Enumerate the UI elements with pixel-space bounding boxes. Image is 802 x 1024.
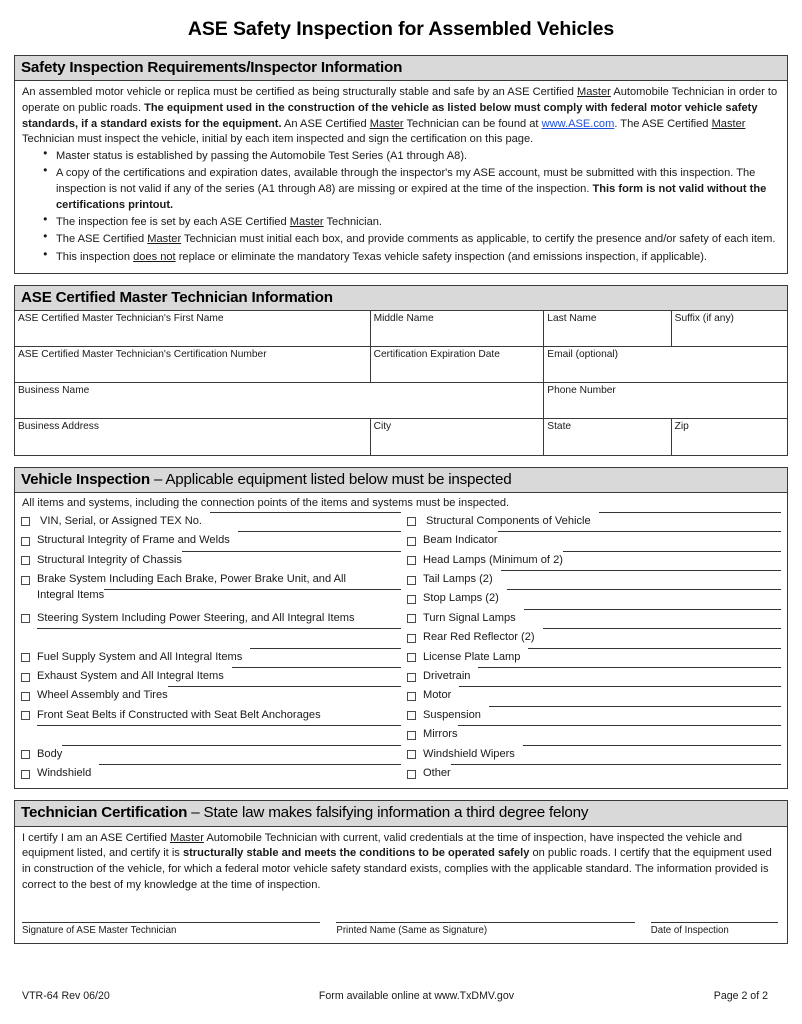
checkbox-row-fuel-supply[interactable] [21, 648, 401, 667]
bullet-text-post: Technician. [323, 216, 383, 229]
comment-line[interactable] [489, 706, 781, 707]
intro-text-6: Technician must inspect the vehicle, initial by each item inspected and sign the certification on this page. [22, 133, 534, 146]
checkbox-row-windshield-wipers[interactable] [407, 745, 781, 764]
certification-paragraph [22, 831, 780, 894]
table-row [15, 311, 787, 347]
cert-text-1: I certify I am an ASE Certified [22, 831, 170, 844]
comment-line[interactable] [501, 570, 781, 571]
checkbox-label: Windshield [37, 767, 92, 780]
field-phone-number[interactable] [544, 383, 787, 419]
checkbox-label: VIN, Serial, or Assigned TEX No. [40, 514, 202, 527]
checkbox-icon[interactable] [21, 770, 30, 779]
bullet-underline: Master [289, 216, 324, 229]
checkbox-label: Body [37, 747, 63, 760]
checkbox-icon[interactable] [407, 731, 416, 740]
page-title: ASE Safety Inspection for Assembled Vehicles [187, 18, 615, 40]
intro-bold-1: The equipment used in the construction of the vehicle as listed below must comply with federal motor vehicle safety standards, if a standard exists for the equipment. [22, 101, 758, 130]
checkbox-row-mirrors[interactable] [407, 725, 781, 744]
checkbox-label: Wheel Assembly and Tires [37, 689, 168, 702]
field-zip[interactable] [671, 419, 787, 455]
comment-line[interactable] [451, 764, 781, 765]
field-label: Email (optional) [547, 349, 619, 361]
checkbox-row-motor[interactable] [407, 686, 781, 705]
checkbox-label: Motor [423, 689, 452, 702]
checkbox-row-suspension[interactable] [407, 706, 781, 725]
intro-text-3: An ASE Certified [281, 117, 370, 130]
field-first-name[interactable] [15, 311, 370, 347]
list-item [44, 149, 780, 165]
checkbox-icon[interactable] [407, 576, 416, 585]
checkbox-icon[interactable] [407, 750, 416, 759]
field-label: Business Name [18, 385, 90, 397]
list-item [44, 215, 780, 231]
checkbox-label: Suspension [423, 708, 481, 721]
comment-line[interactable] [459, 686, 781, 687]
requirements-section [14, 55, 788, 274]
cert-master: Master [169, 831, 204, 844]
checkbox-label: Structural Integrity of Chassis [37, 553, 182, 566]
checkbox-row-wheel-assembly[interactable] [21, 686, 401, 705]
field-label: Last Name [547, 312, 597, 324]
comment-line[interactable] [168, 686, 401, 687]
checkbox-row-rear-red-reflector[interactable] [407, 628, 781, 647]
checkbox-icon[interactable] [407, 770, 416, 779]
list-item [44, 166, 780, 213]
checkbox-label: Stop Lamps (2) [423, 592, 499, 605]
intro-master-1: Master [576, 86, 611, 99]
checkbox-row-drivetrain[interactable] [407, 667, 781, 686]
field-label: City [373, 421, 392, 433]
field-certification-number[interactable] [15, 347, 370, 383]
vehicle-inspection-section [14, 467, 788, 790]
checkbox-row-front-seat-belts-line[interactable] [21, 725, 401, 744]
comment-line[interactable] [543, 628, 781, 629]
checkbox-label: Head Lamps (Minimum of 2) [423, 553, 563, 566]
checkbox-row-steering-system[interactable] [21, 609, 401, 628]
comment-line[interactable] [524, 609, 781, 610]
inspection-right-column [401, 512, 781, 784]
signature-row [22, 922, 780, 940]
comment-line[interactable] [62, 745, 401, 746]
checkbox-row-license-plate-lamp[interactable] [407, 648, 781, 667]
checkbox-icon[interactable] [407, 614, 416, 623]
checkbox-label: Exhaust System and All Integral Items [37, 670, 224, 683]
checkbox-row-stop-lamps[interactable] [407, 589, 781, 608]
field-email[interactable] [544, 347, 787, 383]
intro-text-4: Technician can be found at [403, 117, 542, 130]
checkbox-icon[interactable] [21, 711, 30, 720]
checkbox-label: Structural Components of Vehicle [426, 514, 591, 527]
field-label: Suffix (if any) [674, 312, 734, 324]
checkbox-row-body[interactable] [21, 745, 401, 764]
signature-field[interactable] [22, 922, 320, 938]
checkbox-icon[interactable] [21, 692, 30, 701]
checkbox-label-wrap: Integral Items [37, 589, 105, 602]
checkbox-icon[interactable] [407, 711, 416, 720]
checkbox-label: Brake System Including Each Brake, Power Brake Unit, and All [37, 573, 346, 586]
checkbox-row-head-lamps[interactable] [407, 551, 781, 570]
table-row [15, 383, 787, 419]
field-last-name[interactable] [544, 311, 671, 347]
checkbox-icon[interactable] [21, 576, 30, 585]
requirements-heading: Safety Inspection Requirements/Inspector Information [15, 56, 787, 81]
checkbox-icon[interactable] [407, 634, 416, 643]
heading-bold-part: Vehicle Inspection [21, 470, 150, 488]
bullet-text-pre: The ASE Certified [56, 233, 148, 246]
checkbox-label: Other [423, 767, 451, 780]
checkbox-label: Windshield Wipers [423, 747, 515, 760]
comment-line[interactable] [232, 667, 401, 668]
footer-availability: Form available online at www.TxDMV.gov [318, 990, 515, 1002]
vehicle-inspection-heading [15, 468, 787, 493]
requirements-bullet-list [22, 149, 780, 265]
field-business-address[interactable] [15, 419, 370, 455]
comment-line[interactable] [210, 512, 401, 513]
checkbox-row-windshield[interactable] [21, 764, 401, 783]
checkbox-row-structural-components[interactable] [407, 512, 781, 531]
checkbox-icon[interactable] [21, 556, 30, 565]
certification-body [15, 827, 787, 944]
checkbox-icon[interactable] [407, 692, 416, 701]
printed-name-label: Printed Name (Same as Signature) [336, 924, 488, 936]
comment-line[interactable] [498, 531, 781, 532]
technician-info-heading: ASE Certified Master Technician Information [15, 286, 787, 311]
comment-line[interactable] [238, 531, 401, 532]
footer-form-id: VTR-64 Rev 06/20 [22, 990, 110, 1002]
checkbox-label: Tail Lamps (2) [423, 573, 493, 586]
comment-line[interactable] [507, 589, 781, 590]
bullet-text: Master status is established by passing the Automobile Test Series (A1 through A8). [56, 150, 468, 163]
bullet-underline: Master [147, 233, 182, 246]
bullet-text: A copy of the certifications and expiration dates, available through the inspector's my ASE account, must be submitted with this inspection. The inspection is not valid if any of the series (A1 through A8) are missing or expired at the time of the inspection. [56, 167, 756, 196]
checkbox-label: Beam Indicator [423, 534, 498, 547]
field-label: Phone Number [547, 385, 616, 397]
heading-bold-part: Technician Certification [21, 804, 188, 822]
checkbox-label: Structural Integrity of Frame and Welds [37, 534, 230, 547]
heading-rest-part: – Applicable equipment listed below must be inspected [149, 470, 512, 488]
field-label: Certification Expiration Date [373, 349, 500, 361]
field-label: Business Address [18, 421, 99, 433]
intro-text-1: An assembled motor vehicle or replica must be certified as being structurally stable and safe by an ASE Certified [22, 86, 577, 99]
checkbox-row-vin[interactable] [21, 512, 401, 531]
heading-rest-part: – State law makes falsifying information a third degree felony [187, 804, 589, 822]
comment-line[interactable] [37, 725, 401, 726]
comment-line[interactable] [599, 512, 781, 513]
checkbox-row-exhaust-system[interactable] [21, 667, 401, 686]
comment-line[interactable] [37, 628, 401, 629]
checkbox-label: License Plate Lamp [423, 650, 521, 663]
field-label: State [547, 421, 572, 433]
checkbox-icon[interactable] [21, 653, 30, 662]
checkbox-row-brake-system-continued[interactable] [21, 589, 401, 608]
vehicle-inspection-note: All items and systems, including the connection points of the items and systems must be inspected. [22, 496, 510, 509]
intro-master-3: Master [711, 117, 746, 130]
list-item [44, 232, 780, 248]
certification-section [14, 800, 788, 944]
checkbox-row-frame-welds[interactable] [21, 531, 401, 550]
cert-text-3: on public roads. I certify that the equipment used in construction of the vehicle, for which a federal motor vehicle safety standard exists, complies with the applicable standard. The information provided is correct to the best of my knowledge at the time of inspection. [22, 847, 772, 891]
cert-bold: structurally stable and meets the conditions to be operated safely [182, 847, 530, 860]
signature-label: Signature of ASE Master Technician [22, 924, 177, 936]
comment-line[interactable] [478, 667, 781, 668]
checkbox-icon[interactable] [21, 517, 30, 526]
checkbox-row-brake-system[interactable] [21, 570, 401, 589]
bullet-bold-text: This form is not valid without the certifications printout. [56, 183, 767, 211]
checkbox-row-front-seat-belts[interactable] [21, 706, 401, 725]
comment-line[interactable] [104, 589, 401, 590]
checkbox-icon[interactable] [21, 673, 30, 682]
checkbox-icon[interactable] [407, 517, 416, 526]
checkbox-label: Rear Red Reflector (2) [423, 631, 535, 644]
field-label: Middle Name [373, 312, 434, 324]
comment-line[interactable] [99, 764, 401, 765]
cert-text-2: Automobile Technician with current, valid credentials at the time of inspection, have inspected the vehicle and equipment listed, and certify it is [22, 831, 743, 860]
table-row [15, 419, 787, 455]
checkbox-label: Turn Signal Lamps [423, 611, 516, 624]
field-label: Zip [674, 421, 689, 433]
field-business-name[interactable] [15, 383, 544, 419]
comment-line[interactable] [182, 551, 401, 552]
checkbox-label: Drivetrain [423, 670, 471, 683]
list-item [44, 250, 780, 266]
field-label: ASE Certified Master Technician's Certification Number [18, 349, 267, 361]
comment-line[interactable] [528, 648, 781, 649]
bullet-text-post: Technician must initial each box, and provide comments as applicable, to certify the presence and/or safety of each item. [181, 233, 776, 246]
ase-website-link[interactable]: www.ASE.com [541, 117, 615, 130]
vehicle-inspection-body [15, 493, 787, 789]
printed-name-field[interactable] [336, 922, 634, 938]
requirements-body [15, 81, 787, 273]
technician-info-table [15, 311, 787, 455]
field-middle-name[interactable] [370, 311, 544, 347]
checkbox-label: Fuel Supply System and All Integral Items [37, 650, 243, 663]
requirements-intro-paragraph [22, 85, 780, 148]
inspection-left-column [21, 512, 401, 784]
field-state[interactable] [544, 419, 671, 455]
bullet-text-pre: The inspection fee is set by each ASE Certified [56, 216, 290, 229]
checkbox-icon[interactable] [21, 614, 30, 623]
page-footer [14, 990, 788, 1002]
checkbox-icon[interactable] [21, 750, 30, 759]
comment-line[interactable] [563, 551, 781, 552]
intro-master-2: Master [369, 117, 404, 130]
checkbox-icon[interactable] [407, 595, 416, 604]
bullet-underline: does not [133, 250, 176, 263]
certification-heading [15, 801, 787, 826]
checkbox-row-other[interactable] [407, 764, 781, 783]
technician-info-section [14, 285, 788, 456]
comment-line[interactable] [523, 745, 781, 746]
field-city[interactable] [370, 419, 544, 455]
bullet-text-post: replace or eliminate the mandatory Texas vehicle safety inspection (and emissions inspection, if applicable). [175, 250, 707, 263]
intro-text-2: Automobile Technician in order to operate on public roads. [22, 86, 778, 114]
checkbox-label: Mirrors [423, 728, 458, 741]
checkbox-row-steering-system-line[interactable] [21, 628, 401, 647]
checkbox-icon[interactable] [407, 537, 416, 546]
comment-line[interactable] [458, 725, 781, 726]
checkbox-icon[interactable] [407, 556, 416, 565]
comment-line[interactable] [250, 648, 401, 649]
checkbox-row-chassis[interactable] [21, 551, 401, 570]
checkbox-icon[interactable] [21, 537, 30, 546]
intro-text-5: . The ASE Certified [614, 117, 712, 130]
checkbox-icon[interactable] [407, 653, 416, 662]
checkbox-label: Front Seat Belts if Constructed with Seat Belt Anchorages [37, 708, 321, 721]
date-of-inspection-field[interactable] [651, 922, 778, 938]
bullet-text-pre: This inspection [56, 250, 134, 263]
date-label: Date of Inspection [650, 924, 729, 936]
field-expiration-date[interactable] [370, 347, 544, 383]
footer-page-number: Page 2 of 2 [713, 990, 768, 1002]
checkbox-label: Steering System Including Power Steering, and All Integral Items [37, 611, 355, 624]
checkbox-row-beam-indicator[interactable] [407, 531, 781, 550]
checkbox-row-turn-signal-lamps[interactable] [407, 609, 781, 628]
table-row [15, 347, 787, 383]
field-label: ASE Certified Master Technician's First Name [18, 312, 224, 324]
field-suffix[interactable] [671, 311, 787, 347]
inspection-columns [21, 512, 781, 784]
checkbox-row-tail-lamps[interactable] [407, 570, 781, 589]
checkbox-icon[interactable] [407, 673, 416, 682]
